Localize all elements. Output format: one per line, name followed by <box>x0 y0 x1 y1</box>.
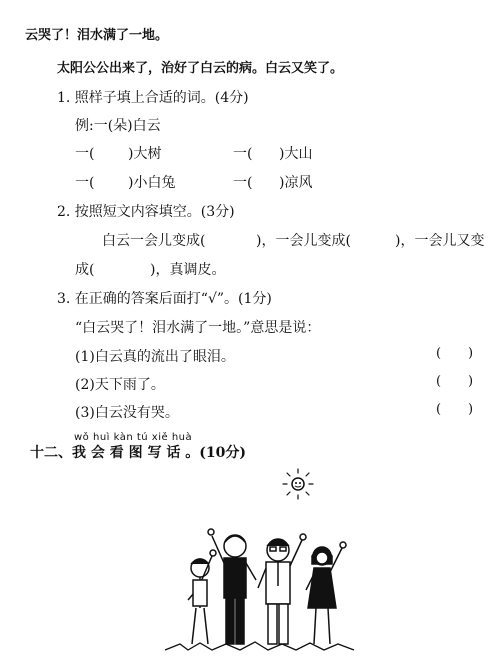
q2-line2-part-a: 成( <box>75 262 95 278</box>
q3-option-2-paren-close: ) <box>468 374 474 389</box>
q3-option-3-paren-open: ( <box>436 402 442 417</box>
q1-example: 例:一(朵)白云 <box>75 118 161 134</box>
q1-item-1-open: 一( <box>75 146 95 162</box>
q2-title: 2. 按照短文内容填空。(3分) <box>57 204 235 220</box>
q2-line1-part-c: )，一会儿又变 <box>395 233 485 249</box>
child-figure <box>188 550 216 644</box>
q1-item-3-close: )小白兔 <box>128 175 176 191</box>
q1-item-2-close: )大山 <box>279 146 313 162</box>
grass-ground <box>165 642 354 650</box>
q2-line1-part-a: 白云一会儿变成( <box>102 233 206 249</box>
q3-option-1-paren-close: ) <box>468 346 474 361</box>
sun-icon <box>283 469 313 499</box>
girl-figure <box>306 542 346 644</box>
q1-item-3-open: 一( <box>75 175 95 191</box>
story-line-1: 云哭了！泪水满了一地。 <box>25 28 169 43</box>
q3-prompt: “白云哭了！泪水满了一地。”意思是说： <box>75 320 321 336</box>
section12-title: 十二、我 会 看 图 写 话 。(10分) <box>30 445 246 461</box>
section12-pinyin: wǒ huì kàn tú xiě huà <box>74 432 193 443</box>
story-line-2: 太阳公公出来了，治好了白云的病。白云又笑了。 <box>57 61 344 76</box>
q1-title: 1. 照样子填上合适的词。(4分) <box>57 90 249 106</box>
q3-option-2-paren-open: ( <box>436 374 442 389</box>
q3-option-2: (2)天下雨了。 <box>75 377 165 393</box>
q1-item-4-open: 一( <box>233 175 253 191</box>
q2-line2-part-b: )，真调皮。 <box>150 262 226 278</box>
q1-item-4-close: )凉风 <box>279 175 313 191</box>
q3-option-1-paren-open: ( <box>436 346 442 361</box>
q3-option-3: (3)白云没有哭。 <box>75 405 179 421</box>
q3-option-3-paren-close: ) <box>468 402 474 417</box>
q2-line1-part-b: )，一会儿变成( <box>256 233 351 249</box>
father-figure <box>258 534 306 644</box>
family-waving-at-sun-illustration <box>160 468 360 658</box>
q1-item-2-open: 一( <box>233 146 253 162</box>
q1-item-1-close: )大树 <box>128 146 162 162</box>
q3-option-1: (1)白云真的流出了眼泪。 <box>75 349 235 365</box>
q3-title: 3. 在正确的答案后面打“√”。(1分) <box>57 291 272 307</box>
grandfather-figure <box>208 529 256 644</box>
